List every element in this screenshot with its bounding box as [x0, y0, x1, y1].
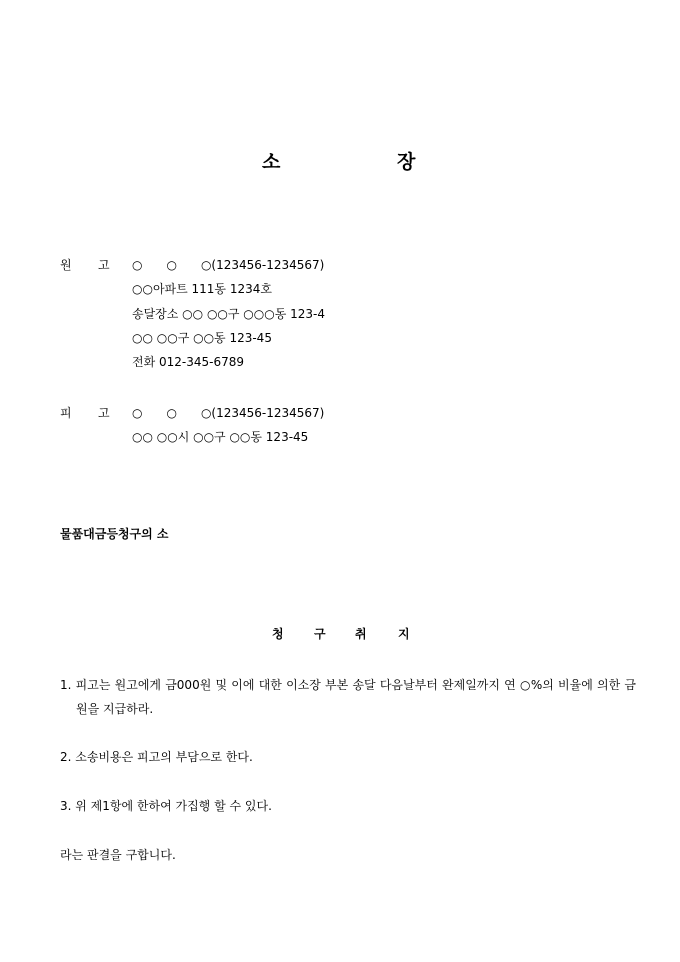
defendant-label-char-2: 고 [98, 406, 110, 420]
claim-item-2: 2. 소송비용은 피고의 부담으로 한다. [60, 750, 253, 764]
closing-statement: 라는 판결을 구합니다. [60, 848, 176, 862]
plaintiff-label-char-2: 고 [98, 258, 110, 272]
case-title: 물품대금등청구의 소 [60, 527, 169, 541]
section-title-char-4: 지 [398, 627, 410, 641]
defendant-address-line: ○○ ○○시 ○○구 ○○동 123-45 [132, 430, 309, 444]
section-title-char-3: 취 [355, 627, 367, 641]
plaintiff-phone: 전화 012-345-6789 [132, 355, 245, 369]
section-title [0, 624, 680, 644]
title-char-1: 소 [262, 151, 281, 173]
defendant-name-line: ○ ○ ○(123456-1234567) [132, 406, 325, 420]
claim-item-1: 1. 피고는 원고에게 금000원 및 이에 대한 이소장 부본 송달 다음날부터 완제일까지 연 ○%의 비율에 의한 금원을 지급하라. [60, 678, 636, 716]
defendant-label-char-1: 피 [60, 406, 72, 420]
plaintiff-service-address-2: ○○ ○○구 ○○동 123-45 [132, 331, 272, 345]
section-title-char-1: 청 [272, 627, 284, 641]
plaintiff-name-line: ○ ○ ○(123456-1234567) [132, 258, 325, 272]
plaintiff-label-char-1: 원 [60, 258, 72, 272]
plaintiff-address-line: ○○아파트 111동 1234호 [132, 282, 272, 296]
document-title [0, 148, 680, 176]
claim-item-3: 3. 위 제1항에 한하여 가집행 할 수 있다. [60, 799, 272, 813]
title-char-2: 장 [397, 151, 416, 173]
plaintiff-service-address: 송달장소 ○○ ○○구 ○○○동 123-4 [132, 307, 325, 321]
section-title-char-2: 구 [314, 627, 326, 641]
